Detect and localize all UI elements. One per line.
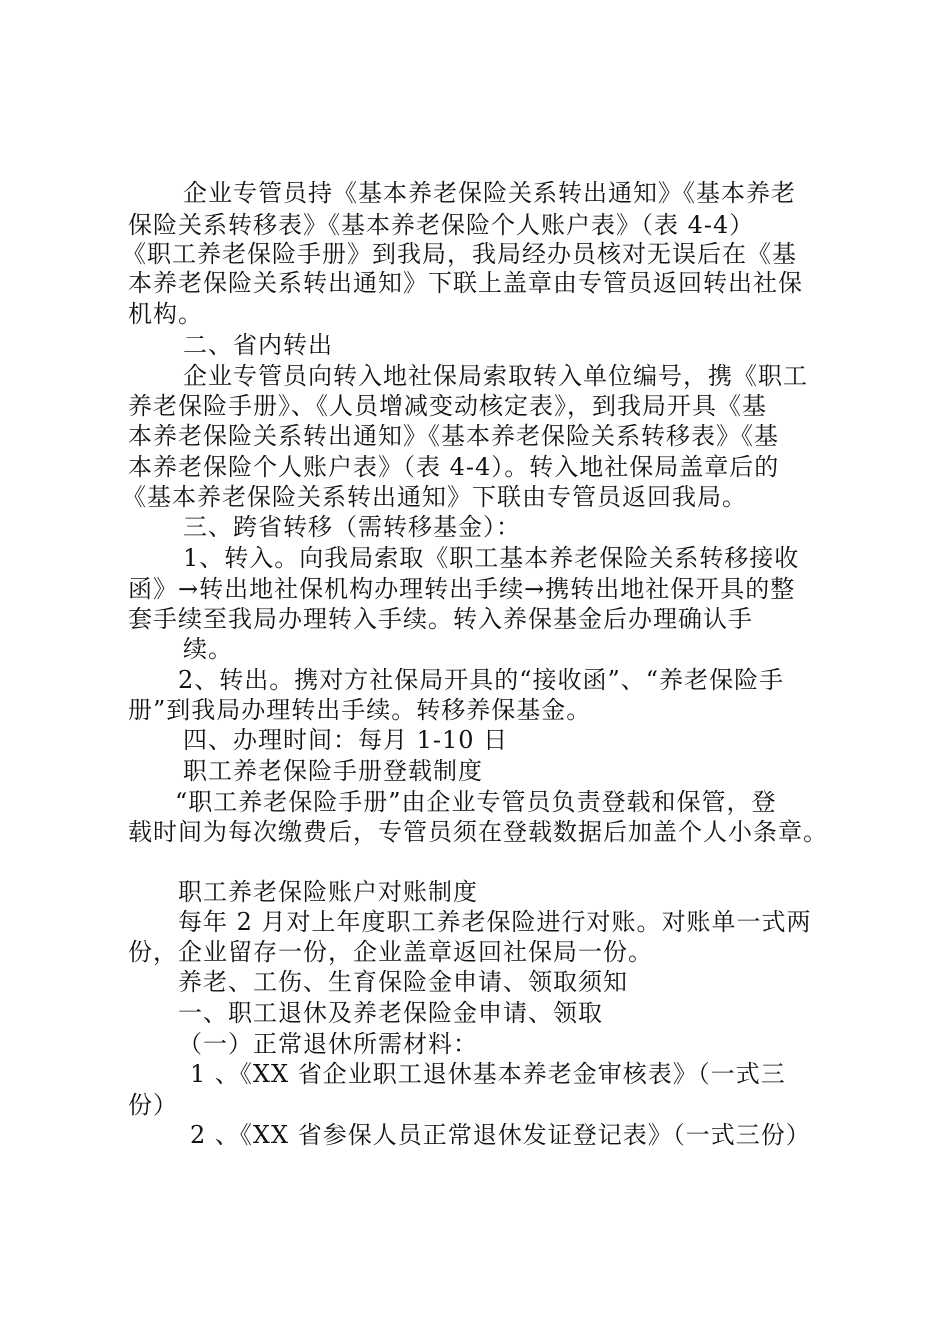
text-line: 本养老保险关系转出通知》《基本养老保险关系转移表》《基 bbox=[128, 422, 779, 450]
text-line: 企业专管员持《基本养老保险关系转出通知》《基本养老 bbox=[183, 179, 796, 207]
text-line: 本养老保险关系转出通知》下联上盖章由专管员返回转出社保 bbox=[128, 269, 803, 297]
text-line: 养老保险手册》、《人员增减变动核定表》，到我局开具《基 bbox=[128, 392, 767, 420]
section-heading: 职工养老保险手册登载制度 bbox=[183, 757, 483, 785]
text-line: 机构。 bbox=[128, 300, 203, 328]
section-heading: 四、办理时间：每月 1-10 日 bbox=[183, 726, 509, 754]
text-line: 《基本养老保险关系转出通知》下联由专管员返回我局。 bbox=[122, 483, 747, 511]
text-line: 本养老保险个人账户表》（表 4-4）。转入地社保局盖章后的 bbox=[128, 453, 780, 481]
subsection-heading: （一）正常退休所需材料： bbox=[178, 1030, 478, 1058]
text-line: 《职工养老保险手册》到我局，我局经办员核对无误后在《基 bbox=[122, 240, 797, 268]
text-line: 保险关系转移表》《基本养老保险个人账户表》（表 4-4） bbox=[128, 211, 755, 239]
text-line: 续。 bbox=[183, 635, 233, 663]
section-heading: 一、职工退休及养老保险金申请、领取 bbox=[178, 999, 603, 1027]
section-heading: 养老、工伤、生育保险金申请、领取须知 bbox=[178, 968, 628, 996]
list-item-continuation: 份） bbox=[128, 1091, 178, 1119]
text-line: 函》→转出地社保机构办理转出手续→携转出地社保开具的整 bbox=[128, 575, 796, 603]
list-item: 1 、《XX 省企业职工退休基本养老金审核表》（一式三 bbox=[190, 1060, 786, 1088]
text-line: 载时间为每次缴费后，专管员须在登载数据后加盖个人小条章。 bbox=[128, 818, 828, 846]
text-line: 每年 2 月对上年度职工养老保险进行对账。对账单一式两 bbox=[178, 908, 812, 936]
section-heading: 二、省内转出 bbox=[183, 331, 333, 359]
text-line: 1、转入。向我局索取《职工基本养老保险关系转移接收 bbox=[183, 544, 800, 572]
section-heading: 职工养老保险账户对账制度 bbox=[178, 878, 478, 906]
text-line: 册”到我局办理转出手续。转移养保基金。 bbox=[128, 696, 592, 724]
list-item: 2 、《XX 省参保人员正常退休发证登记表》（一式三份） bbox=[190, 1121, 811, 1149]
text-line: 套手续至我局办理转入手续。转入养保基金后办理确认手 bbox=[128, 605, 753, 633]
section-heading: 三、跨省转移（需转移基金）： bbox=[183, 513, 521, 541]
text-line: 企业专管员向转入地社保局索取转入单位编号，携《职工 bbox=[183, 362, 808, 390]
text-line: 2、转出。携对方社保局开具的“接收函”、“养老保险手 bbox=[178, 666, 785, 694]
text-line: “职工养老保险手册”由企业专管员负责登载和保管，登 bbox=[175, 788, 777, 816]
text-line: 份，企业留存一份，企业盖章返回社保局一份。 bbox=[128, 938, 653, 966]
